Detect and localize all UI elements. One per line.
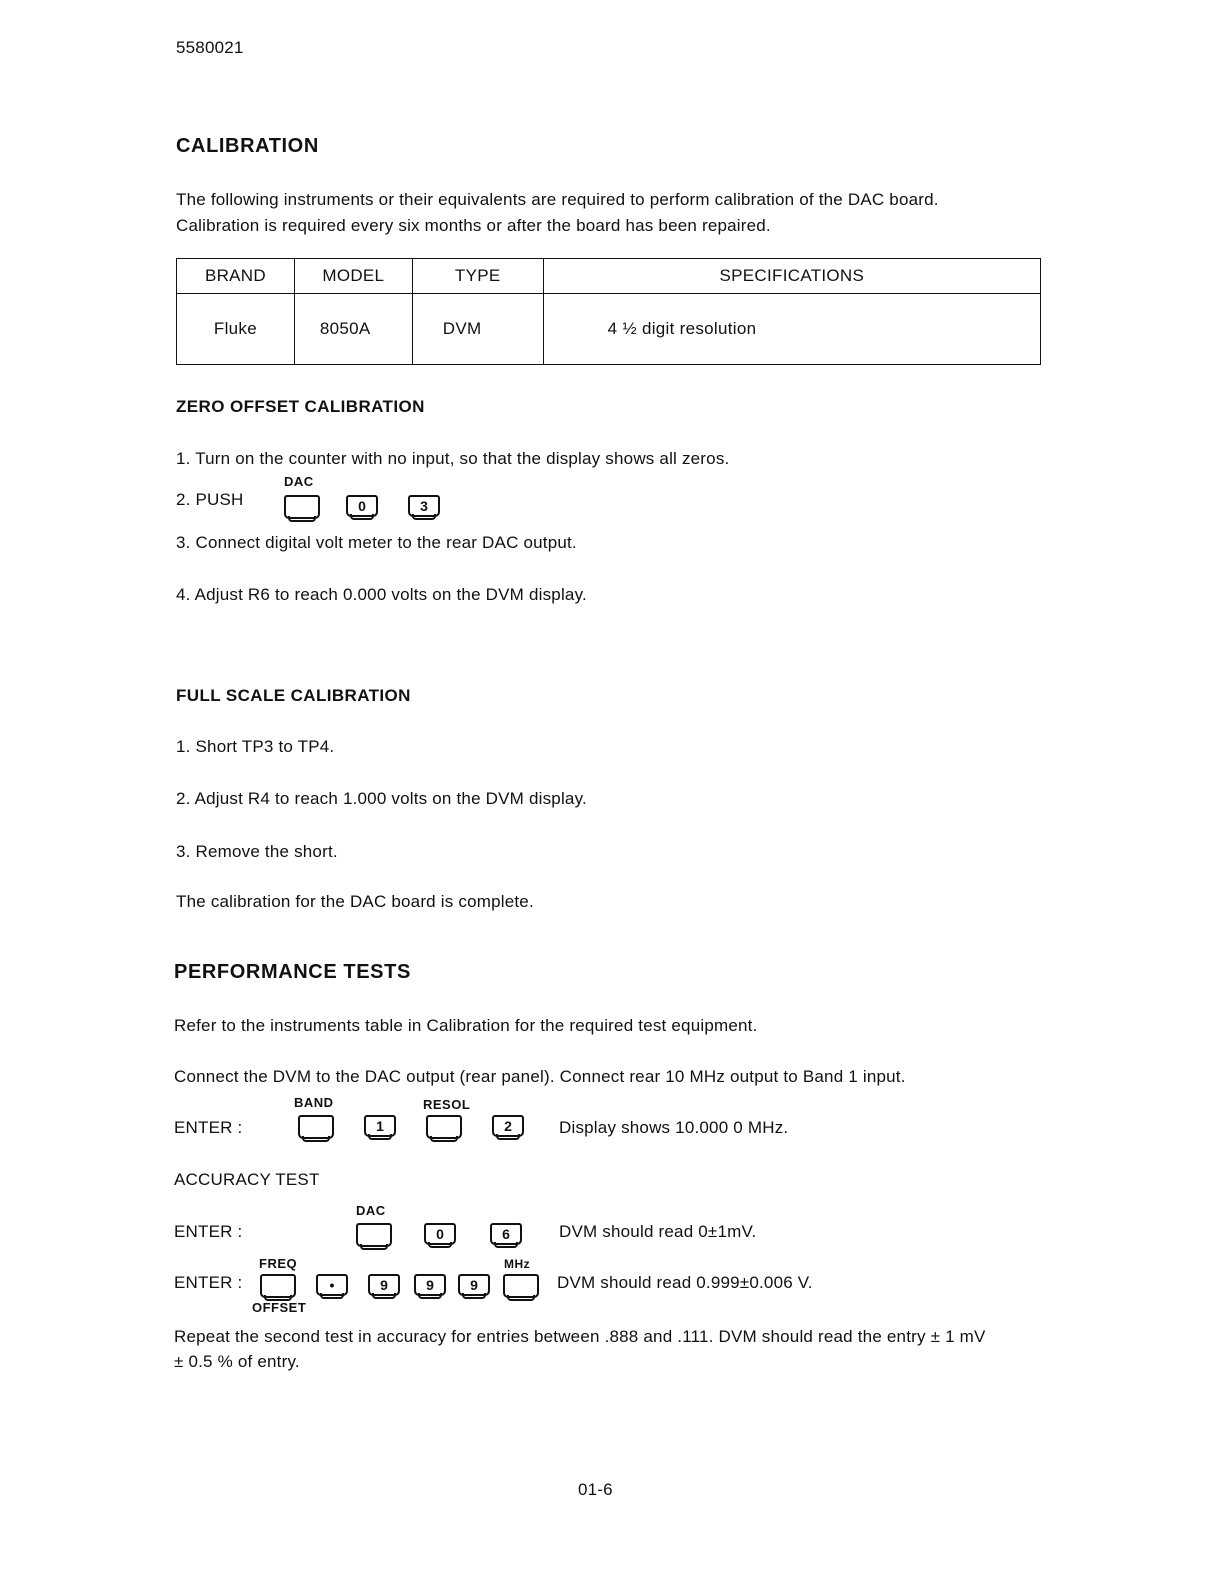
key-2[interactable]: 2: [492, 1115, 524, 1137]
cell-type: DVM: [412, 294, 543, 365]
zero-offset-step3: 3. Connect digital volt meter to the rear DAC output.: [176, 533, 577, 552]
table-header-row: [177, 259, 1041, 294]
header-model: MODEL: [294, 259, 412, 294]
dac-key-2[interactable]: [356, 1223, 392, 1247]
enter3-label: ENTER :: [174, 1273, 243, 1292]
key-9-a[interactable]: 9: [368, 1274, 400, 1296]
full-scale-step1: 1. Short TP3 to TP4.: [176, 737, 335, 756]
enter1-label: ENTER :: [174, 1118, 243, 1137]
resol-key[interactable]: [426, 1115, 462, 1139]
dac-key[interactable]: [284, 495, 320, 519]
enter2-label: ENTER :: [174, 1222, 243, 1241]
band-key[interactable]: [298, 1115, 334, 1139]
zero-offset-step4: 4. Adjust R6 to reach 0.000 volts on the DVM display.: [176, 585, 587, 604]
cell-specifications: 4 ½ digit resolution: [543, 294, 1040, 365]
calibration-intro-line2: Calibration is required every six months or after the board has been repaired.: [176, 216, 771, 235]
key-decimal-point[interactable]: •: [316, 1274, 348, 1296]
accuracy-title: ACCURACY TEST: [174, 1170, 320, 1189]
mhz-key-label: MHz: [504, 1257, 531, 1271]
freq-offset-key[interactable]: [260, 1274, 296, 1298]
zero-offset-step2: 2. PUSH: [176, 490, 244, 509]
offset-key-label: OFFSET: [252, 1300, 307, 1315]
performance-refer: Refer to the instruments table in Calibration for the required test equipment.: [174, 1016, 758, 1035]
cell-brand: Fluke: [177, 294, 295, 365]
instruments-table: [176, 258, 1041, 365]
dac-key-label-2: DAC: [356, 1203, 386, 1218]
page-number: 01-6: [578, 1480, 613, 1499]
freq-key-label: FREQ: [259, 1256, 298, 1271]
cell-model: 8050A: [294, 294, 412, 365]
key-0[interactable]: 0: [346, 495, 378, 517]
repeat-line2: ± 0.5 % of entry.: [174, 1352, 300, 1371]
key-9-c[interactable]: 9: [458, 1274, 490, 1296]
band-key-label: BAND: [294, 1095, 334, 1110]
calibration-intro-line1: The following instruments or their equivalents are required to perform calibration of the DAC board.: [176, 190, 939, 209]
header-type: TYPE: [412, 259, 543, 294]
calibration-complete: The calibration for the DAC board is complete.: [176, 892, 534, 911]
key-0-2[interactable]: 0: [424, 1223, 456, 1245]
header-specifications: SPECIFICATIONS: [543, 259, 1040, 294]
mhz-key[interactable]: [503, 1274, 539, 1298]
enter2-result: DVM should read 0±1mV.: [559, 1222, 757, 1241]
table-row: [177, 294, 1041, 365]
key-3[interactable]: 3: [408, 495, 440, 517]
zero-offset-step1: 1. Turn on the counter with no input, so that the display shows all zeros.: [176, 449, 730, 468]
resol-key-label: RESOL: [423, 1097, 471, 1112]
key-9-b[interactable]: 9: [414, 1274, 446, 1296]
full-scale-title: FULL SCALE CALIBRATION: [176, 686, 411, 705]
repeat-line1: Repeat the second test in accuracy for entries between .888 and .111. DVM should read the entry ± 1 mV: [174, 1327, 986, 1346]
performance-title: PERFORMANCE TESTS: [174, 961, 411, 983]
enter3-result: DVM should read 0.999±0.006 V.: [557, 1273, 813, 1292]
key-6[interactable]: 6: [490, 1223, 522, 1245]
performance-connect: Connect the DVM to the DAC output (rear panel). Connect rear 10 MHz output to Band 1 input.: [174, 1067, 906, 1086]
zero-offset-title: ZERO OFFSET CALIBRATION: [176, 397, 425, 416]
dac-key-label: DAC: [284, 474, 314, 489]
calibration-title: CALIBRATION: [176, 135, 319, 157]
full-scale-step2: 2. Adjust R4 to reach 1.000 volts on the DVM display.: [176, 789, 587, 808]
enter1-result: Display shows 10.000 0 MHz.: [559, 1118, 789, 1137]
document-number: 5580021: [176, 38, 244, 57]
key-1[interactable]: 1: [364, 1115, 396, 1137]
header-brand: BRAND: [177, 259, 295, 294]
full-scale-step3: 3. Remove the short.: [176, 842, 338, 861]
